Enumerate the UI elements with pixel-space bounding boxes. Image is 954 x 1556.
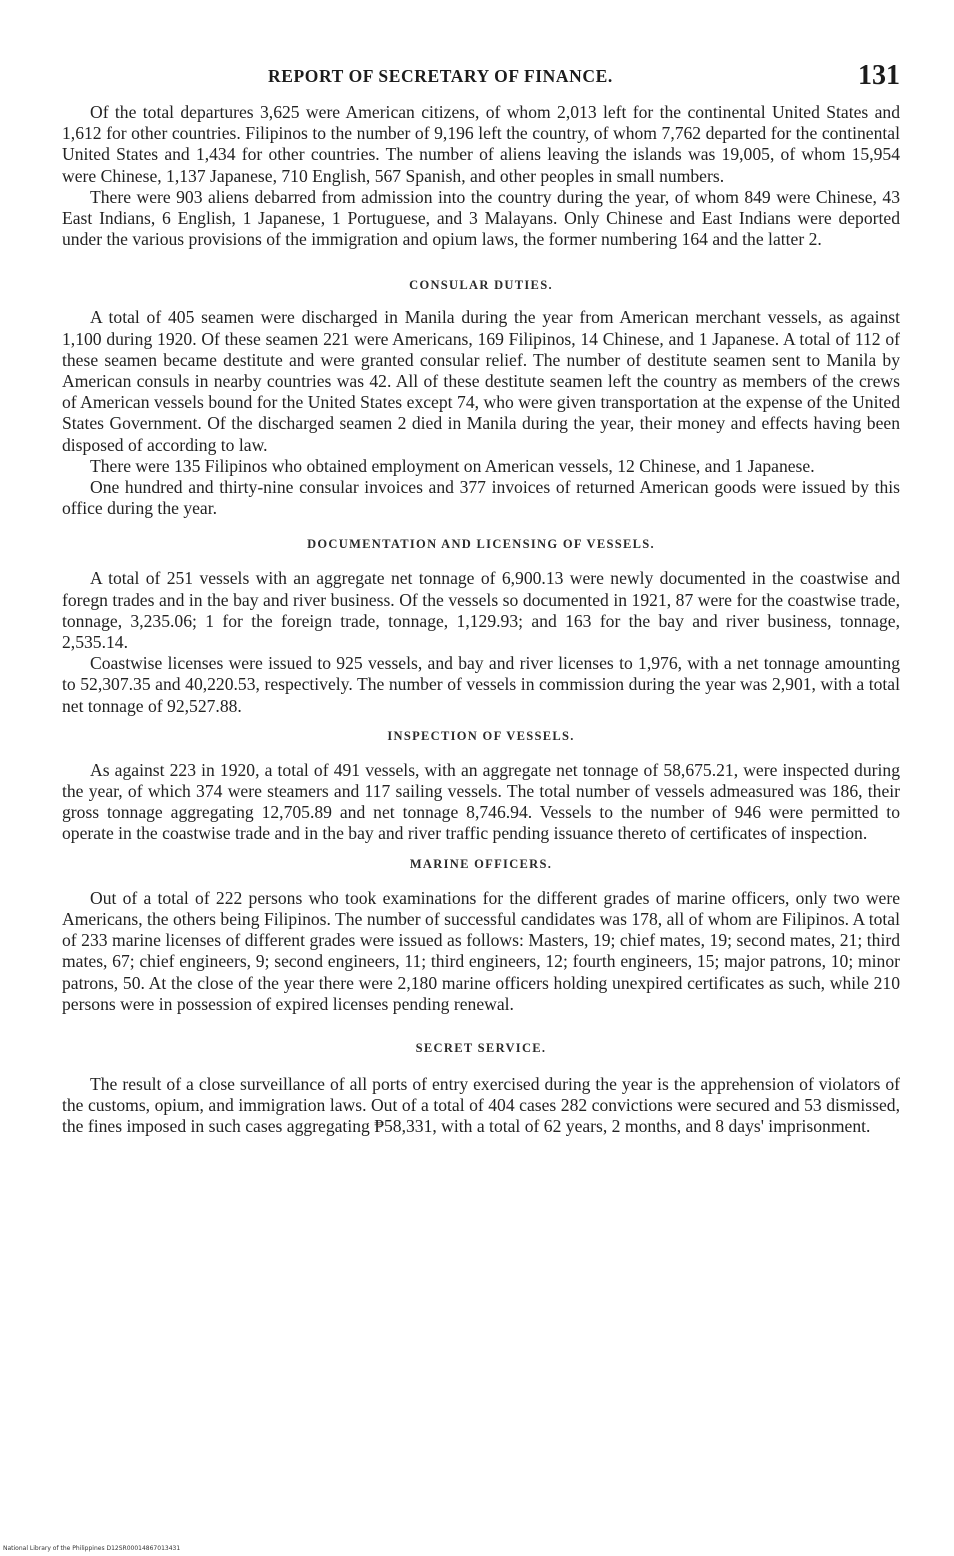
section-inspection xyxy=(62,729,900,845)
heading-documentation: DOCUMENTATION AND LICENSING OF VESSELS. xyxy=(307,537,655,552)
heading-marine-officers: MARINE OFFICERS. xyxy=(409,856,553,871)
paragraph-licenses: Coastwise licenses were issued to 925 vessels, and bay and river licenses to 1,976, with a net tonnage amounting to 52,307.35 and 40,220.53, respectively. The number of vessels in commission during the year was 2,901, with a total net tonnage of 92,527.88. xyxy=(62,653,900,716)
paragraph-departures: Of the total departures 3,625 were American citizens, of whom 2,013 left for the continental United States and 1,612 for other countries. Filipinos to the number of 9,196 left the country, of whom 7,762 departed for the continental United States and 1,434 for other countries. The number of aliens leaving the islands was 19,005, of whom 15,954 were Chinese, 1,137 Japanese, 710 English, 567 Spanish, and other peoples in small numbers. xyxy=(62,102,900,186)
heading-inspection: INSPECTION OF VESSELS. xyxy=(387,728,575,743)
paragraph-marine-officers: Out of a total of 222 persons who took examinations for the different grades of marine officers, only two were Americans, the others being Filipinos. The number of successful candidates was 178, all of whom are Filipinos. A total of 233 marine licenses of different grades were issued as follows: Masters, 19; chief mates, 19; second mates, 21; third mates, 67; chief engineers, 9; second engineers, 11; third engineers, 12; fourth engineers, 15; major patrons, 10; minor patrons, 50. At the close of the year there were 2,180 marine officers holding unexpired certificates as such, while 210 persons were in possession of expired licenses pending renewal. xyxy=(62,887,900,1014)
section-departures xyxy=(62,102,900,250)
section-secret-service xyxy=(62,1041,900,1138)
paragraph-vessels-documented: A total of 251 vessels with an aggregate net tonnage of 6,900.13 were newly documented in the coastwise and foregn trades and in the bay and river business. Of the vessels so documented in 1921, 87 were for the coastwise trade, tonnage, 3,235.06; 1 for the foreign trade, tonnage, 1,129.93; and 163 for the bay and river business, tonnage, 2,535.14. xyxy=(62,568,900,653)
paragraph-invoices: One hundred and thirty-nine consular invoices and 377 invoices of returned American goods were issued by this office during the year. xyxy=(62,477,900,519)
scan-footer-stamp: National Library of the Philippines D12SR00014867013431 xyxy=(3,1545,181,1552)
running-head xyxy=(0,58,954,98)
paragraph-debarred-aliens: There were 903 aliens debarred from admission into the country during the year, of whom 849 were Chinese, 43 East Indians, 6 English, 1 Japanese, 1 Portuguese, and 3 Malayans. Only Chinese and East Indians were deported under the various provisions of the immigration and opium laws, the former numbering 164 and the latter 2. xyxy=(62,186,900,250)
report-body xyxy=(62,102,900,1138)
paragraph-secret-service: The result of a close surveillance of all ports of entry exercised during the year is the apprehension of violators of the customs, opium, and immigration laws. Out of a total of 404 cases 282 convictions were secured and 53 dismissed, the fines imposed in such cases aggregating ₱58,331, with a total of 62 years, 2 months, and 8 days' imprisonment. xyxy=(62,1073,900,1137)
paragraph-seamen-discharged: A total of 405 seamen were discharged in Manila during the year from American merchant vessels, as against 1,100 during 1920. Of these seamen 221 were Americans, 169 Filipinos, 14 Chinese, and 1 Japanese. A total of 112 of these seamen became destitute and were granted consular relief. The number of destitute seamen sent to Manila by American consuls in nearby countries was 42. All of these destitute seamen left the country as members of the crews of American vessels bound for the United States except 74, who were given transportation at the expense of the United States Government. Of the discharged seamen 2 died in Manila during the year, their money and effects having been disposed of according to law. xyxy=(62,307,900,455)
heading-secret-service: SECRET SERVICE. xyxy=(415,1040,547,1055)
running-title: REPORT OF SECRETARY OF FINANCE. xyxy=(268,66,613,86)
section-consular-duties xyxy=(62,278,900,519)
page-number: 131 xyxy=(858,60,900,91)
section-marine-officers xyxy=(62,857,900,1015)
paragraph-inspection: As against 223 in 1920, a total of 491 vessels, with an aggregate net tonnage of 58,675.21, were inspected during the year, of which 374 were steamers and 117 sailing vessels. The total number of vessels admeasured was 186, their gross tonnage aggregating 12,705.89 and net tonnage 8,746.94. Vessels to the number of 946 were permitted to operate in the coastwise trade and in the bay and river traffic pending issuance thereto of certificates of inspection. xyxy=(62,759,900,844)
paragraph-employment: There were 135 Filipinos who obtained employment on American vessels, 12 Chinese, and 1 Japanese. xyxy=(90,455,815,476)
heading-consular-duties: CONSULAR DUTIES. xyxy=(409,278,553,293)
section-documentation xyxy=(62,537,900,716)
